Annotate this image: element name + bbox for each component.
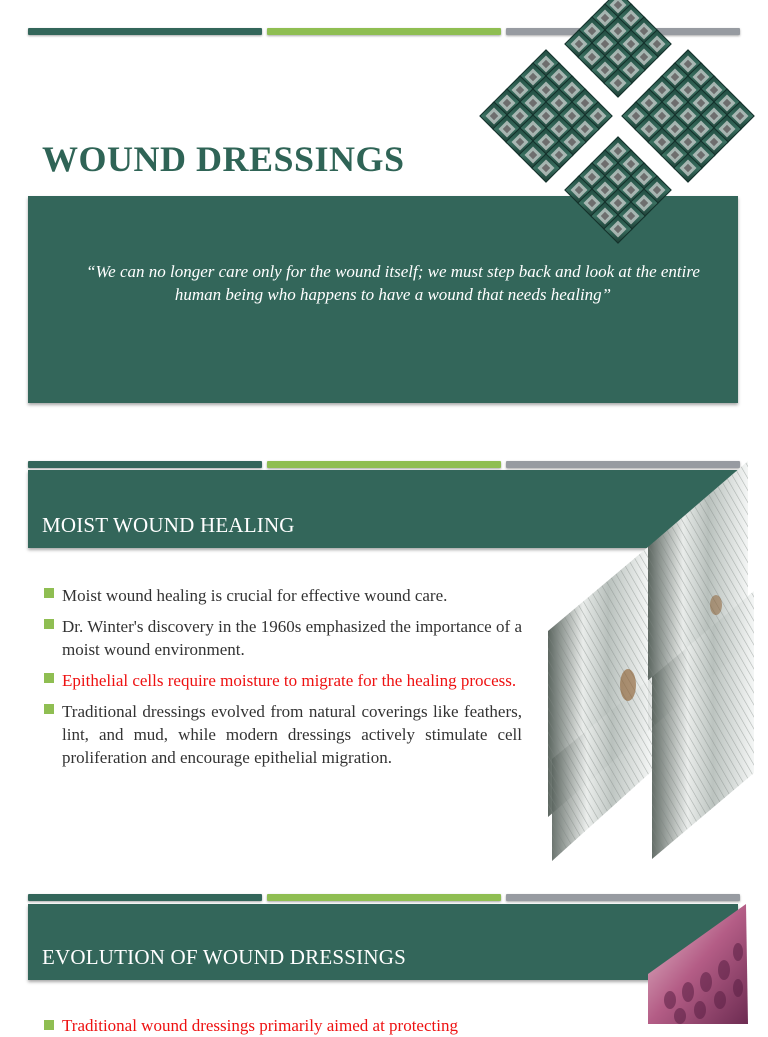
page-title: WOUND DRESSINGS: [42, 139, 405, 179]
accent-bar-green: [267, 894, 501, 901]
bullet-text: Epithelial cells require moisture to migrate for the healing process.: [62, 671, 517, 690]
bullet-text: Traditional dressings evolved from natural coverings like feathers, lint, and mud, while modern dressings actively stimulate cell proliferation and encourage epithelial migration.: [62, 702, 522, 767]
bullet-text: Moist wound healing is crucial for effective wound care.: [62, 586, 448, 605]
tissue-micrograph-image: [648, 900, 748, 1024]
quote-text: “We can no longer care only for the wound itself; we must step back and look at the entire human being who happens to have a wound that needs healing”: [86, 262, 700, 304]
section-heading: MOIST WOUND HEALING: [42, 513, 295, 537]
accent-bars: [28, 894, 740, 902]
accent-bar-dark: [28, 894, 262, 901]
list-item: [44, 1014, 524, 1035]
section-heading: EVOLUTION OF WOUND DRESSINGS: [42, 945, 406, 969]
bullet-square-icon: [44, 1020, 54, 1030]
section-header: [28, 904, 738, 980]
bullet-text: Traditional wound dressings primarily aimed at protecting: [62, 1016, 458, 1035]
bullet-text: Dr. Winter's discovery in the 1960s emphasized the importance of a moist wound environment.: [62, 617, 522, 659]
